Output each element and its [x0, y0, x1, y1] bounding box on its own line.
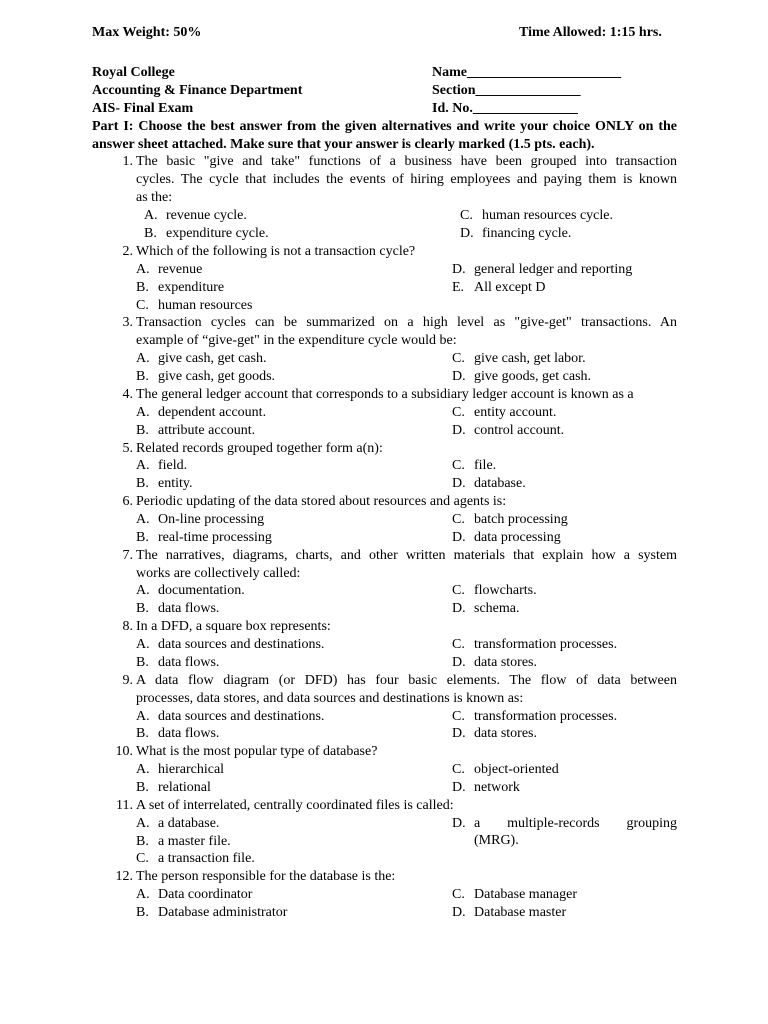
- option-c: C. give cash, get labor.: [452, 351, 586, 366]
- option-text: give cash, get goods.: [158, 369, 276, 384]
- option-text: Database master: [474, 905, 567, 920]
- option-text: database.: [474, 476, 526, 491]
- option-b: B. expenditure: [136, 280, 225, 295]
- option-a: A. documentation.: [136, 583, 245, 598]
- option-text: documentation.: [158, 583, 245, 598]
- option-c: C. Database manager: [452, 887, 577, 902]
- option-text: expenditure: [158, 280, 225, 295]
- option-a: A. field.: [136, 458, 188, 473]
- section-field: Section_______________: [432, 83, 581, 98]
- option-a: A. a database.: [136, 816, 220, 831]
- option-a: A. data sources and destinations.: [136, 637, 325, 652]
- option-b: B. Database administrator: [136, 905, 288, 920]
- option-text: a multiple-records grouping (MRG).: [474, 816, 677, 848]
- question-number: 5.: [122, 441, 133, 456]
- option-text: data sources and destinations.: [158, 637, 325, 652]
- question-text: The person responsible for the database is the:: [136, 869, 396, 884]
- option-d: D. give goods, get cash.: [452, 369, 592, 384]
- question-text: Periodic updating of the data stored about resources and agents is:: [136, 494, 507, 509]
- name-field: Name______________________: [432, 65, 621, 80]
- option-d: D. schema.: [452, 601, 520, 616]
- option-text: real-time processing: [158, 530, 272, 545]
- id-field: Id. No._______________: [432, 101, 578, 116]
- option-text: schema.: [474, 601, 520, 616]
- option-a: A. Data coordinator: [136, 887, 253, 902]
- option-text: entity.: [158, 476, 193, 491]
- question-text: processes, data stores, and data sources and destinations is known as:: [136, 691, 524, 706]
- question-text: The narratives, diagrams, charts, and other written materials that explain how a system: [136, 548, 677, 563]
- option-text: expenditure cycle.: [166, 226, 269, 241]
- option-text: batch processing: [474, 512, 568, 527]
- exam-title: AIS- Final Exam: [92, 101, 194, 116]
- question-number: 3.: [122, 315, 133, 330]
- question-number: 8.: [122, 619, 133, 634]
- option-text: field.: [158, 458, 188, 473]
- option-c: C. file.: [452, 458, 497, 473]
- option-text: give cash, get labor.: [474, 351, 586, 366]
- instructions-line-2: answer sheet attached. Make sure that your answer is clearly marked (1.5 pts. each).: [92, 137, 595, 152]
- max-weight: Max Weight: 50%: [92, 25, 202, 40]
- question-text: A set of interrelated, centrally coordinated files is called:: [136, 798, 454, 813]
- option-c: C. transformation processes.: [452, 709, 618, 724]
- option-text: financing cycle.: [482, 226, 572, 241]
- question-number: 9.: [122, 673, 133, 688]
- option-text: entity account.: [474, 405, 557, 420]
- option-text: hierarchical: [158, 762, 225, 777]
- option-text: a master file.: [158, 834, 231, 849]
- option-text: dependent account.: [158, 405, 267, 420]
- option-text: give goods, get cash.: [474, 369, 592, 384]
- option-b: B. give cash, get goods.: [136, 369, 276, 384]
- option-b: B. data flows.: [136, 601, 220, 616]
- option-a: A. dependent account.: [136, 405, 267, 420]
- option-d: D. control account.: [452, 423, 565, 438]
- option-text: On-line processing: [158, 512, 265, 527]
- question-text: Transaction cycles can be summarized on a high level as "give-get" transactions. An: [136, 315, 677, 330]
- time-allowed: Time Allowed: 1:15 hrs.: [519, 25, 662, 40]
- option-text: data stores.: [474, 655, 537, 670]
- option-b: B. real-time processing: [136, 530, 272, 545]
- option-text: data processing: [474, 530, 561, 545]
- option-c: C. a transaction file.: [136, 851, 255, 866]
- question-text: A data flow diagram (or DFD) has four basic elements. The flow of data between: [136, 673, 677, 688]
- option-text: transformation processes.: [474, 709, 618, 724]
- question-text: Which of the following is not a transaction cycle?: [136, 244, 416, 259]
- option-b: B. entity.: [136, 476, 193, 491]
- option-text: network: [474, 780, 520, 795]
- option-text: data flows.: [158, 726, 220, 741]
- question-number: 12.: [115, 869, 133, 884]
- option-text: a transaction file.: [158, 851, 255, 866]
- option-b: B. relational: [136, 780, 211, 795]
- option-b: B. a master file.: [136, 834, 231, 849]
- option-c: C. batch processing: [452, 512, 568, 527]
- option-b: B. attribute account.: [136, 423, 256, 438]
- option-d: D. general ledger and reporting: [452, 262, 633, 277]
- question-text: example of “give-get" in the expenditure cycle would be:: [136, 333, 457, 348]
- option-text: data stores.: [474, 726, 537, 741]
- option-d: D. database.: [452, 476, 526, 491]
- question-number: 2.: [122, 244, 133, 259]
- question-text: works are collectively called:: [136, 566, 301, 581]
- option-c: C. flowcharts.: [452, 583, 537, 598]
- question-text: The general ledger account that corresponds to a subsidiary ledger account is known as a: [136, 387, 634, 402]
- department-name: Accounting & Finance Department: [92, 83, 303, 98]
- question-text: What is the most popular type of database?: [136, 744, 378, 759]
- question-number: 7.: [122, 548, 133, 563]
- option-a: A. revenue cycle.: [144, 208, 247, 223]
- option-text: Database administrator: [158, 905, 288, 920]
- option-text: transformation processes.: [474, 637, 618, 652]
- question-text: In a DFD, a square box represents:: [136, 619, 331, 634]
- option-text: data sources and destinations.: [158, 709, 325, 724]
- option-text: a database.: [158, 816, 220, 831]
- option-text: object-oriented: [474, 762, 559, 777]
- option-c: C. object-oriented: [452, 762, 559, 777]
- option-text: revenue: [158, 262, 203, 277]
- question-number: 4.: [122, 387, 133, 402]
- question-number: 10.: [115, 744, 133, 759]
- option-text: Database manager: [474, 887, 577, 902]
- option-c: C. human resources cycle.: [460, 208, 613, 223]
- option-a: A. On-line processing: [136, 512, 265, 527]
- option-text: data flows.: [158, 655, 220, 670]
- option-text: human resources cycle.: [482, 208, 613, 223]
- question-number: 1.: [122, 154, 133, 169]
- option-text: file.: [474, 458, 497, 473]
- option-text: All except D: [474, 280, 546, 295]
- option-d: D. Database master: [452, 905, 567, 920]
- option-text: general ledger and reporting: [474, 262, 633, 277]
- option-b: B. expenditure cycle.: [144, 226, 269, 241]
- option-b: B. data flows.: [136, 655, 220, 670]
- option-d: D. network: [452, 780, 520, 795]
- option-text: Data coordinator: [158, 887, 253, 902]
- option-text: data flows.: [158, 601, 220, 616]
- option-c: C. transformation processes.: [452, 637, 618, 652]
- option-b: B. data flows.: [136, 726, 220, 741]
- question-text: cycles. The cycle that includes the events of hiring employees and paying them is known: [136, 172, 677, 187]
- option-text: human resources: [158, 298, 253, 313]
- option-d: D. financing cycle.: [460, 226, 572, 241]
- option-a: A. revenue: [136, 262, 203, 277]
- option-a: A. hierarchical: [136, 762, 225, 777]
- option-text: revenue cycle.: [166, 208, 247, 223]
- question-text: Related records grouped together form a(n):: [136, 441, 383, 456]
- question-text: as the:: [136, 190, 173, 205]
- option-text: attribute account.: [158, 423, 256, 438]
- option-text: give cash, get cash.: [158, 351, 267, 366]
- option-c: C. human resources: [136, 298, 253, 313]
- option-d: D. data processing: [452, 530, 561, 545]
- option-a: A. data sources and destinations.: [136, 709, 325, 724]
- option-e: E. All except D: [452, 280, 546, 295]
- instructions-line-1: Part I: Choose the best answer from the given alternatives and write your choice ONLY on the: [92, 119, 677, 134]
- option-text: relational: [158, 780, 211, 795]
- option-text: flowcharts.: [474, 583, 537, 598]
- option-d: D. data stores.: [452, 726, 537, 741]
- question-number: 11.: [116, 798, 133, 813]
- question-text: The basic "give and take" functions of a business have been grouped into transaction: [136, 154, 677, 169]
- option-c: C. entity account.: [452, 405, 557, 420]
- option-a: A. give cash, get cash.: [136, 351, 267, 366]
- question-number: 6.: [122, 494, 133, 509]
- college-name: Royal College: [92, 65, 175, 80]
- option-d: D. data stores.: [452, 655, 537, 670]
- option-text: control account.: [474, 423, 565, 438]
- option-d: D. a multiple-records grouping (MRG).: [452, 816, 677, 848]
